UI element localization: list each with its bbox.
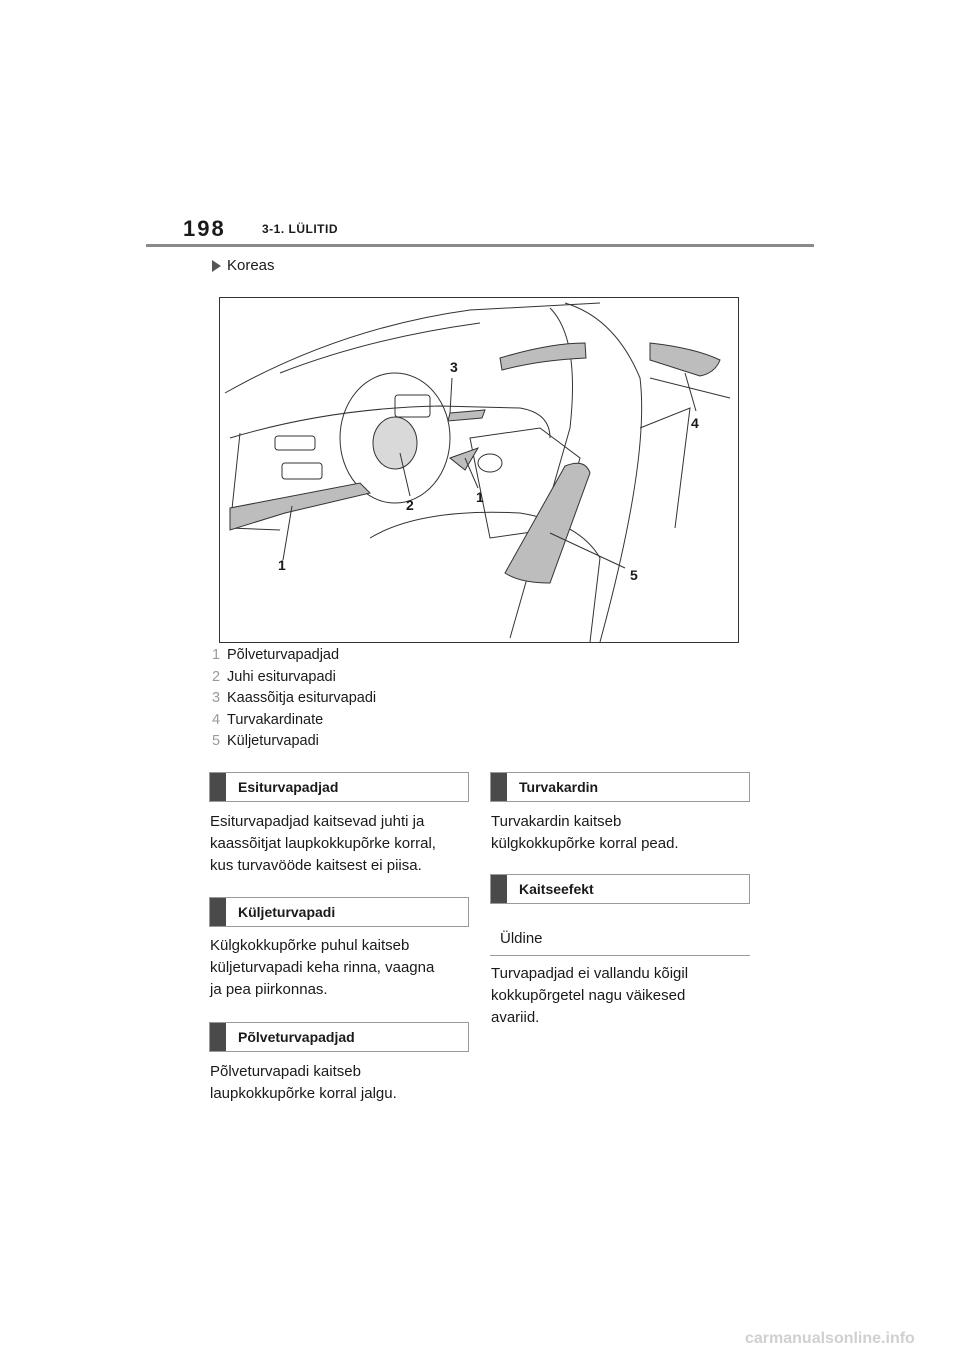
section-heading-knee-airbags <box>209 1022 469 1052</box>
curtain-airbag-rear <box>650 343 720 376</box>
callout-3: 3 <box>450 359 458 375</box>
knee-airbag-left <box>230 483 370 530</box>
front-airbags-text <box>210 811 480 877</box>
legend-text: Turvakardinate <box>227 711 324 728</box>
section-title: 3-1. LÜLITID <box>262 222 339 236</box>
knee-airbags-text <box>210 1061 480 1105</box>
heading-text: Esiturvapadjad <box>238 779 339 795</box>
region-label-text: Koreas <box>227 257 275 274</box>
legend-text: Põlveturvapadjad <box>227 647 340 663</box>
triangle-bullet-icon <box>212 260 221 272</box>
subsection-heading: Üldine <box>490 922 750 956</box>
console-knob <box>478 454 502 472</box>
callout-4: 4 <box>691 415 699 431</box>
side-airbag-text <box>210 935 480 1001</box>
text-line: kokkupõrgetel nagu väikesed <box>491 987 686 1004</box>
text-line: laupkokkupõrke korral jalgu. <box>210 1085 397 1102</box>
heading-text: Turvakardin <box>519 779 599 795</box>
text-line: kaassõitjat laupkokkupõrke korral, <box>210 835 436 852</box>
section-heading-curtain <box>490 772 750 802</box>
cockpit-drawing <box>220 298 738 642</box>
general-text <box>491 963 751 1029</box>
airbag-illustration <box>219 297 739 643</box>
door-line <box>650 378 730 398</box>
left-vent-lower <box>282 463 322 479</box>
callout-1b: 1 <box>476 489 484 505</box>
legend-item <box>212 731 376 753</box>
heading-text: Kaitseefekt <box>519 881 594 897</box>
legend-text: Küljeturvapadi <box>227 733 319 749</box>
leader-4 <box>685 373 696 411</box>
legend-item <box>212 710 376 732</box>
leader-3 <box>450 378 452 413</box>
heading-bar <box>491 773 507 801</box>
legend-number: 3 <box>212 690 221 706</box>
text-line: avariid. <box>491 1009 540 1026</box>
text-line: Külgkokkupõrke puhul kaitseb <box>210 937 410 954</box>
text-line: Esiturvapadjad kaitsevad juhti ja <box>210 813 425 830</box>
watermark: carmanualsonline.info <box>745 1330 915 1347</box>
figure-legend <box>212 645 376 753</box>
section-heading-front-airbags <box>209 772 469 802</box>
section-heading-protective-effect <box>490 874 750 904</box>
text-line: Põlveturvapadi kaitseb <box>210 1063 361 1080</box>
callout-1a: 1 <box>278 557 286 573</box>
curtain-airbag-front <box>500 343 586 370</box>
curtain-text <box>491 811 751 855</box>
text-line: küljeturvapadi keha rinna, vaagna <box>210 959 435 976</box>
text-line: külgkokkupõrke korral pead. <box>491 835 679 852</box>
legend-number: 5 <box>212 733 221 749</box>
heading-text: Põlveturvapadjad <box>238 1029 355 1045</box>
b-pillar <box>640 408 690 528</box>
legend-item <box>212 645 376 667</box>
text-line: ja pea piirkonnas. <box>210 981 328 998</box>
page-number: 198 <box>183 216 226 241</box>
text-line: kus turvavööde kaitsest ei piisa. <box>210 857 422 874</box>
leader-1b <box>465 458 478 488</box>
legend-text: Juhi esiturvapadi <box>227 668 336 685</box>
heading-bar <box>210 898 226 926</box>
header-divider <box>146 244 814 247</box>
side-airbag <box>505 463 590 583</box>
driver-airbag-hub <box>373 417 417 469</box>
heading-text: Küljeturvapadi <box>238 904 336 920</box>
heading-bar <box>210 1023 226 1051</box>
legend-number: 4 <box>212 711 221 728</box>
legend-item <box>212 667 376 689</box>
left-vent <box>275 436 315 450</box>
callout-5: 5 <box>630 567 638 583</box>
section-heading-side-airbag <box>209 897 469 927</box>
passenger-airbag <box>448 410 485 421</box>
legend-item <box>212 688 376 710</box>
callout-2: 2 <box>406 497 414 513</box>
heading-bar <box>210 773 226 801</box>
leader-1a <box>283 506 292 560</box>
legend-text: Kaassõitja esiturvapadi <box>227 690 377 706</box>
legend-number: 1 <box>212 647 221 663</box>
region-label <box>212 257 275 274</box>
legend-number: 2 <box>212 668 221 685</box>
text-line: Turvapadjad ei vallandu kõigil <box>491 965 689 982</box>
heading-bar <box>491 875 507 903</box>
text-line: Turvakardin kaitseb <box>491 813 622 830</box>
